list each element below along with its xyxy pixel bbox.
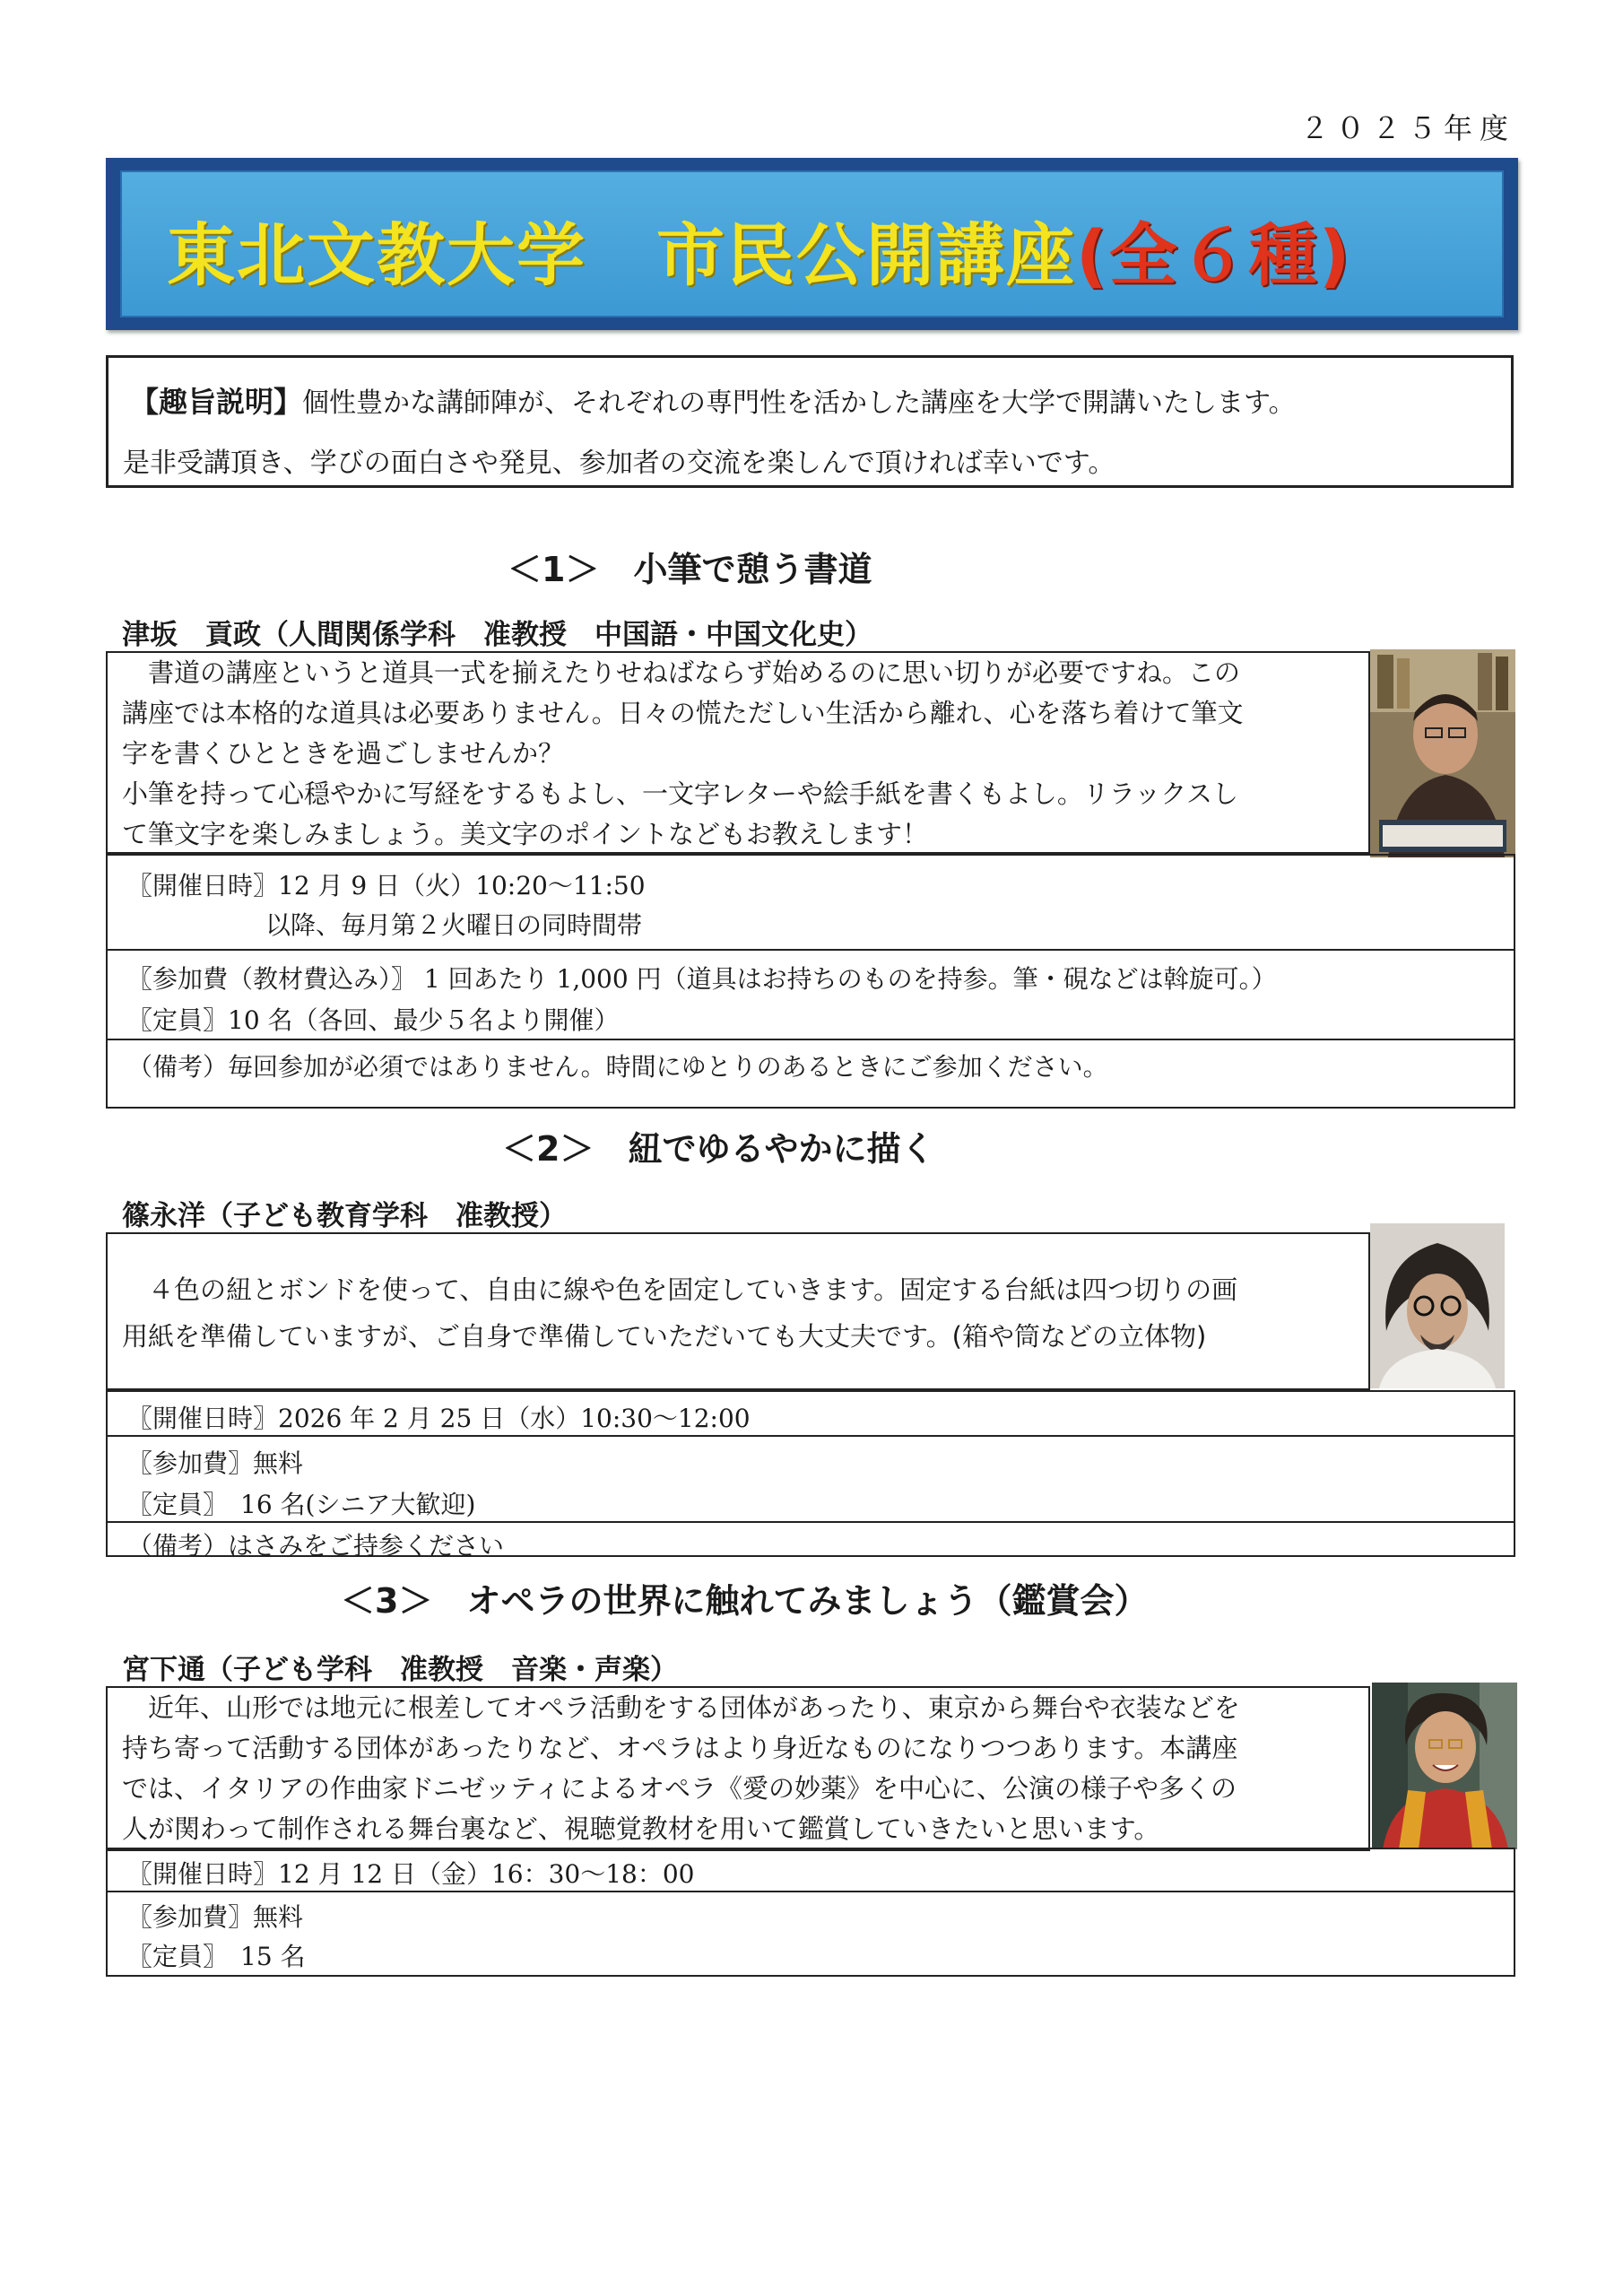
course-1-title: ＜1＞ 小筆で憩う書道 xyxy=(508,550,872,589)
course-3-instructor: 宮下通（子ども学科 准教授 音楽・声楽） xyxy=(122,1654,678,1686)
course-1-description xyxy=(122,653,1359,855)
course-2-description xyxy=(122,1266,1359,1360)
course-3-desc-line: では、イタリアの作曲家ドニゼッティによるオペラ《愛の妙薬》を中心に、公演の様子や多くの xyxy=(122,1773,1237,1804)
course-1-capacity: 〖定員〗10 名（各回、最少５名より開催） xyxy=(127,1005,620,1035)
course-2-fee: 〖参加費〗無料 xyxy=(127,1448,304,1478)
course-2-desc-line: ４色の紐とボンドを使って、自由に線や色を固定していきます。固定する台紙は四つ切りの画 xyxy=(122,1274,1238,1305)
course-3-fee: 〖参加費〗無料 xyxy=(127,1902,304,1932)
purpose-text-2: 是非受講頂き、学びの面白さや発見、参加者の交流を楽しんで頂ければ幸いです。 xyxy=(123,448,1115,479)
course-1-desc-line: 字を書くひとときを過ごしませんか？ xyxy=(122,738,565,769)
course-3-date: 〖開催日時〗12 月 12 日（金）16：30〜18：00 xyxy=(127,1859,695,1889)
course-3-capacity: 〖定員〗 15 名 xyxy=(127,1942,306,1971)
course-1-fee: 〖参加費（教材費込み）〗 1 回あたり 1,000 円（道具はお持ちのものを持参。筆・硯などは斡旋可。） xyxy=(127,964,1277,994)
course-1-note: （備考）毎回参加が必須ではありません。時間にゆとりのあるときにご参加ください。 xyxy=(127,1052,1108,1082)
course-3-desc-line: 人が関わって制作される舞台裏など、視聴覚教材を用いて鑑賞していきたいと思います。 xyxy=(122,1813,1160,1844)
title-banner xyxy=(106,158,1518,330)
fiscal-year: ２０２５年度 xyxy=(1299,111,1515,145)
purpose-line-1 xyxy=(130,379,1296,421)
course-1-desc-line: 書道の講座というと道具一式を揃えたりせねばならず始めるのに思い切りが必要ですね。この xyxy=(122,657,1241,688)
purpose-label: 【趣旨説明】 xyxy=(130,385,303,419)
course-2-capacity: 〖定員〗 16 名(シニア大歓迎) xyxy=(127,1490,476,1519)
course-2-note: （備考）はさみをご持参ください xyxy=(127,1531,505,1561)
course-1-date-note: 以降、毎月第２火曜日の同時間帯 xyxy=(265,910,643,940)
purpose-text-1: 個性豊かな講師陣が、それぞれの専門性を活かした講座を大学で開講いたします。 xyxy=(302,387,1296,419)
banner-title-count: (全６種) xyxy=(1076,215,1352,295)
instructor-1-photo xyxy=(1370,649,1515,857)
course-3-description-box xyxy=(106,1686,1370,1851)
course-3-title: ＜3＞ オペラの世界に触れてみましょう（鑑賞会） xyxy=(341,1581,1149,1621)
banner-title-main: 東北文教大学 市民公開講座 xyxy=(167,215,1076,295)
course-2-desc-line: 用紙を準備していますが、ご自身で準備していただいても大丈夫です。(箱や筒などの立体物) xyxy=(122,1321,1207,1352)
course-2-instructor: 篠永洋（子ども教育学科 准教授） xyxy=(122,1200,567,1232)
course-2-title: ＜2＞ 紐でゆるやかに描く xyxy=(502,1129,935,1169)
course-3-description xyxy=(122,1688,1359,1849)
course-1-date: 〖開催日時〗12 月 9 日（火）10:20〜11:50 xyxy=(127,871,646,900)
course-2-description-box xyxy=(106,1232,1370,1390)
course-1-details-box xyxy=(106,854,1515,1109)
course-2-details-box xyxy=(106,1390,1515,1561)
course-1-desc-line: 小筆を持って心穏やかに写経をするもよし、一文字レターや絵手紙を書くもよし。リラックスし xyxy=(122,778,1238,809)
course-1-instructor: 津坂 貢政（人間関係学科 准教授 中国語・中国文化史） xyxy=(122,619,872,651)
purpose-box xyxy=(106,355,1514,488)
course-2-date: 〖開催日時〗2026 年 2 月 25 日（水）10:30〜12:00 xyxy=(127,1404,751,1433)
banner-title xyxy=(167,201,1351,299)
instructor-3-photo xyxy=(1372,1683,1517,1849)
course-1-description-box xyxy=(106,651,1370,854)
instructor-2-photo xyxy=(1370,1223,1505,1388)
course-3-details-box xyxy=(106,1848,1515,1977)
course-1-desc-line: 講座では本格的な道具は必要ありません。日々の慌ただしい生活から離れ、心を落ち着けて筆文 xyxy=(122,698,1244,728)
course-3-desc-line: 近年、山形では地元に根差してオペラ活動をする団体があったり、東京から舞台や衣装などを xyxy=(122,1692,1240,1723)
course-1-desc-line: て筆文字を楽しみましょう。美文字のポイントなどもお教えします！ xyxy=(122,819,929,849)
course-3-desc-line: 持ち寄って活動する団体があったりなど、オペラはより身近なものになりつつあります。本講座 xyxy=(122,1733,1238,1763)
